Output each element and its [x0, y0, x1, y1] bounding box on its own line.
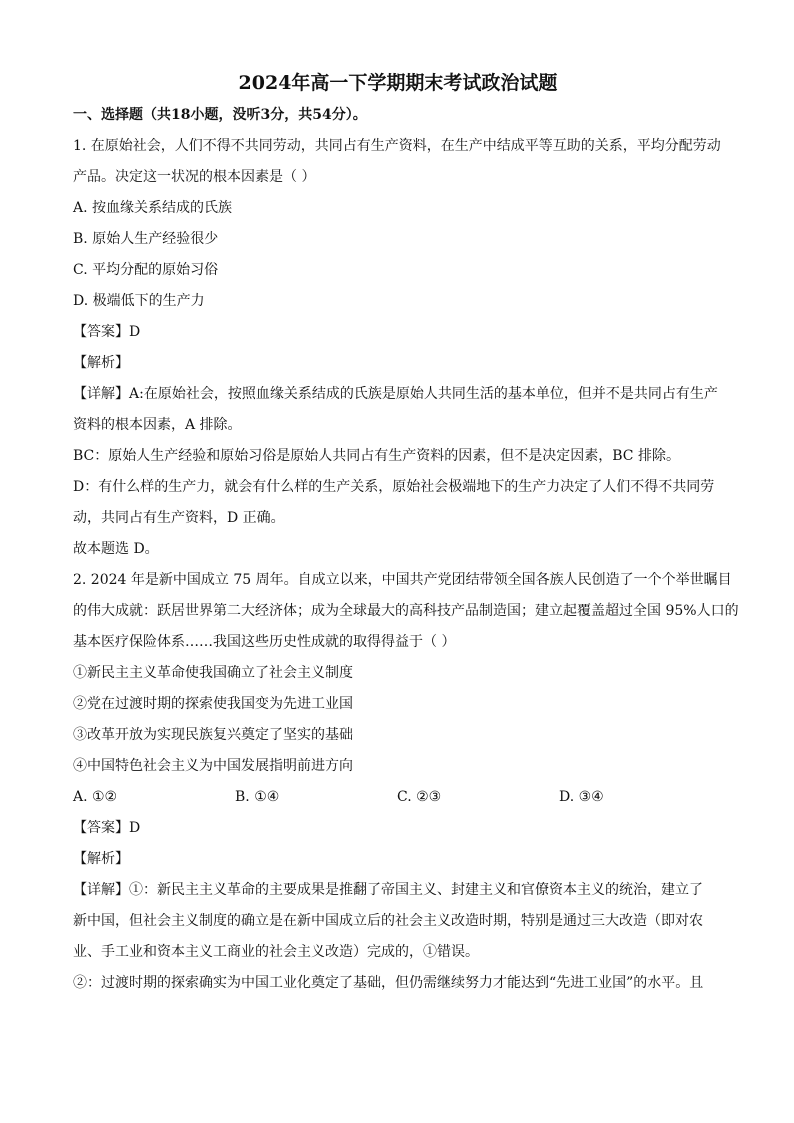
document-page [73, 70, 739, 999]
question-1 [73, 131, 723, 565]
question-2-statement-3: ③改革开放为实现民族复兴奠定了坚实的基础 [73, 727, 353, 743]
section-heading: 一、选择题（共18小题，没听3分，共54分）。 [73, 107, 367, 123]
page-title: 2024年高一下学期期末考试政治试题 [238, 72, 558, 94]
question-1-detail-line: 故本题选 D。 [73, 541, 159, 557]
question-1-detail-line: D：有什么样的生产力，就会有什么样的生产关系，原始社会极端地下的生产力决定了人们不得不共同劳 [73, 479, 715, 495]
question-2-option-c: C. ②③ [397, 789, 442, 805]
question-2-option-a: A. ①② [73, 789, 118, 805]
question-1-option-d: D. 极端低下的生产力 [73, 293, 205, 309]
question-2-options [73, 782, 723, 813]
question-2-detail-line: 业、手工业和资本主义工商业的社会主义改造）完成的，①错误。 [73, 944, 479, 960]
question-2-analysis-label: 【解析】 [73, 851, 129, 867]
question-2 [73, 565, 739, 999]
question-2-detail-line: ②：过渡时期的探索确实为中国工业化奠定了基础，但仍需继续努力才能达到“先进工业国”的水平。且 [73, 975, 704, 991]
question-2-option-b: B. ①④ [235, 789, 280, 805]
question-2-stem-line: 2. 2024 年是新中国成立 75 周年。自成立以来，中国共产党团结带领全国各族人民创造了一个个举世瞩目 [73, 572, 732, 588]
question-2-answer: 【答案】D [73, 820, 141, 836]
question-2-detail-line: 新中国，但社会主义制度的确立是在新中国成立后的社会主义改造时期，特别是通过三大改造（即对农 [73, 913, 703, 929]
question-1-stem-line: 1. 在原始社会，人们不得不共同劳动，共同占有生产资料，在生产中结成平等互助的关系，平均分配劳动 [73, 138, 721, 154]
question-1-option-a: A. 按血缘关系结成的氏族 [73, 200, 233, 216]
question-2-statement-1: ①新民主主义革命使我国确立了社会主义制度 [73, 665, 353, 681]
question-2-detail-line: 【详解】①：新民主主义革命的主要成果是推翻了帝国主义、封建主义和官僚资本主义的统治，建立了 [73, 882, 703, 898]
question-1-detail-line: BC：原始人生产经验和原始习俗是原始人共同占有生产资料的因素，但不是决定因素，BC 排除。 [73, 448, 680, 464]
question-2-statement-4: ④中国特色社会主义为中国发展指明前进方向 [73, 758, 353, 774]
question-1-stem-line: 产品。决定这一状况的根本因素是（ ） [73, 169, 316, 185]
question-1-answer: 【答案】D [73, 324, 141, 340]
question-1-detail-line: 动，共同占有生产资料，D 正确。 [73, 510, 285, 526]
question-2-statement-2: ②党在过渡时期的探索使我国变为先进工业国 [73, 696, 353, 712]
question-1-analysis-label: 【解析】 [73, 355, 129, 371]
question-2-stem-line: 基本医疗保险体系……我国这些历史性成就的取得得益于（ ） [73, 634, 456, 650]
question-1-option-b: B. 原始人生产经验很少 [73, 231, 219, 247]
question-2-stem-line: 的伟大成就：跃居世界第二大经济体；成为全球最大的高科技产品制造国；建立起覆盖超过全国 95%人口的 [73, 603, 739, 619]
question-1-detail-line: 资料的根本因素，A 排除。 [73, 417, 242, 433]
question-2-option-d: D. ③④ [559, 789, 604, 805]
question-1-detail-line: 【详解】A:在原始社会，按照血缘关系结成的氏族是原始人共同生活的基本单位，但并不是共同占有生产 [73, 386, 718, 402]
question-1-option-c: C. 平均分配的原始习俗 [73, 262, 219, 278]
